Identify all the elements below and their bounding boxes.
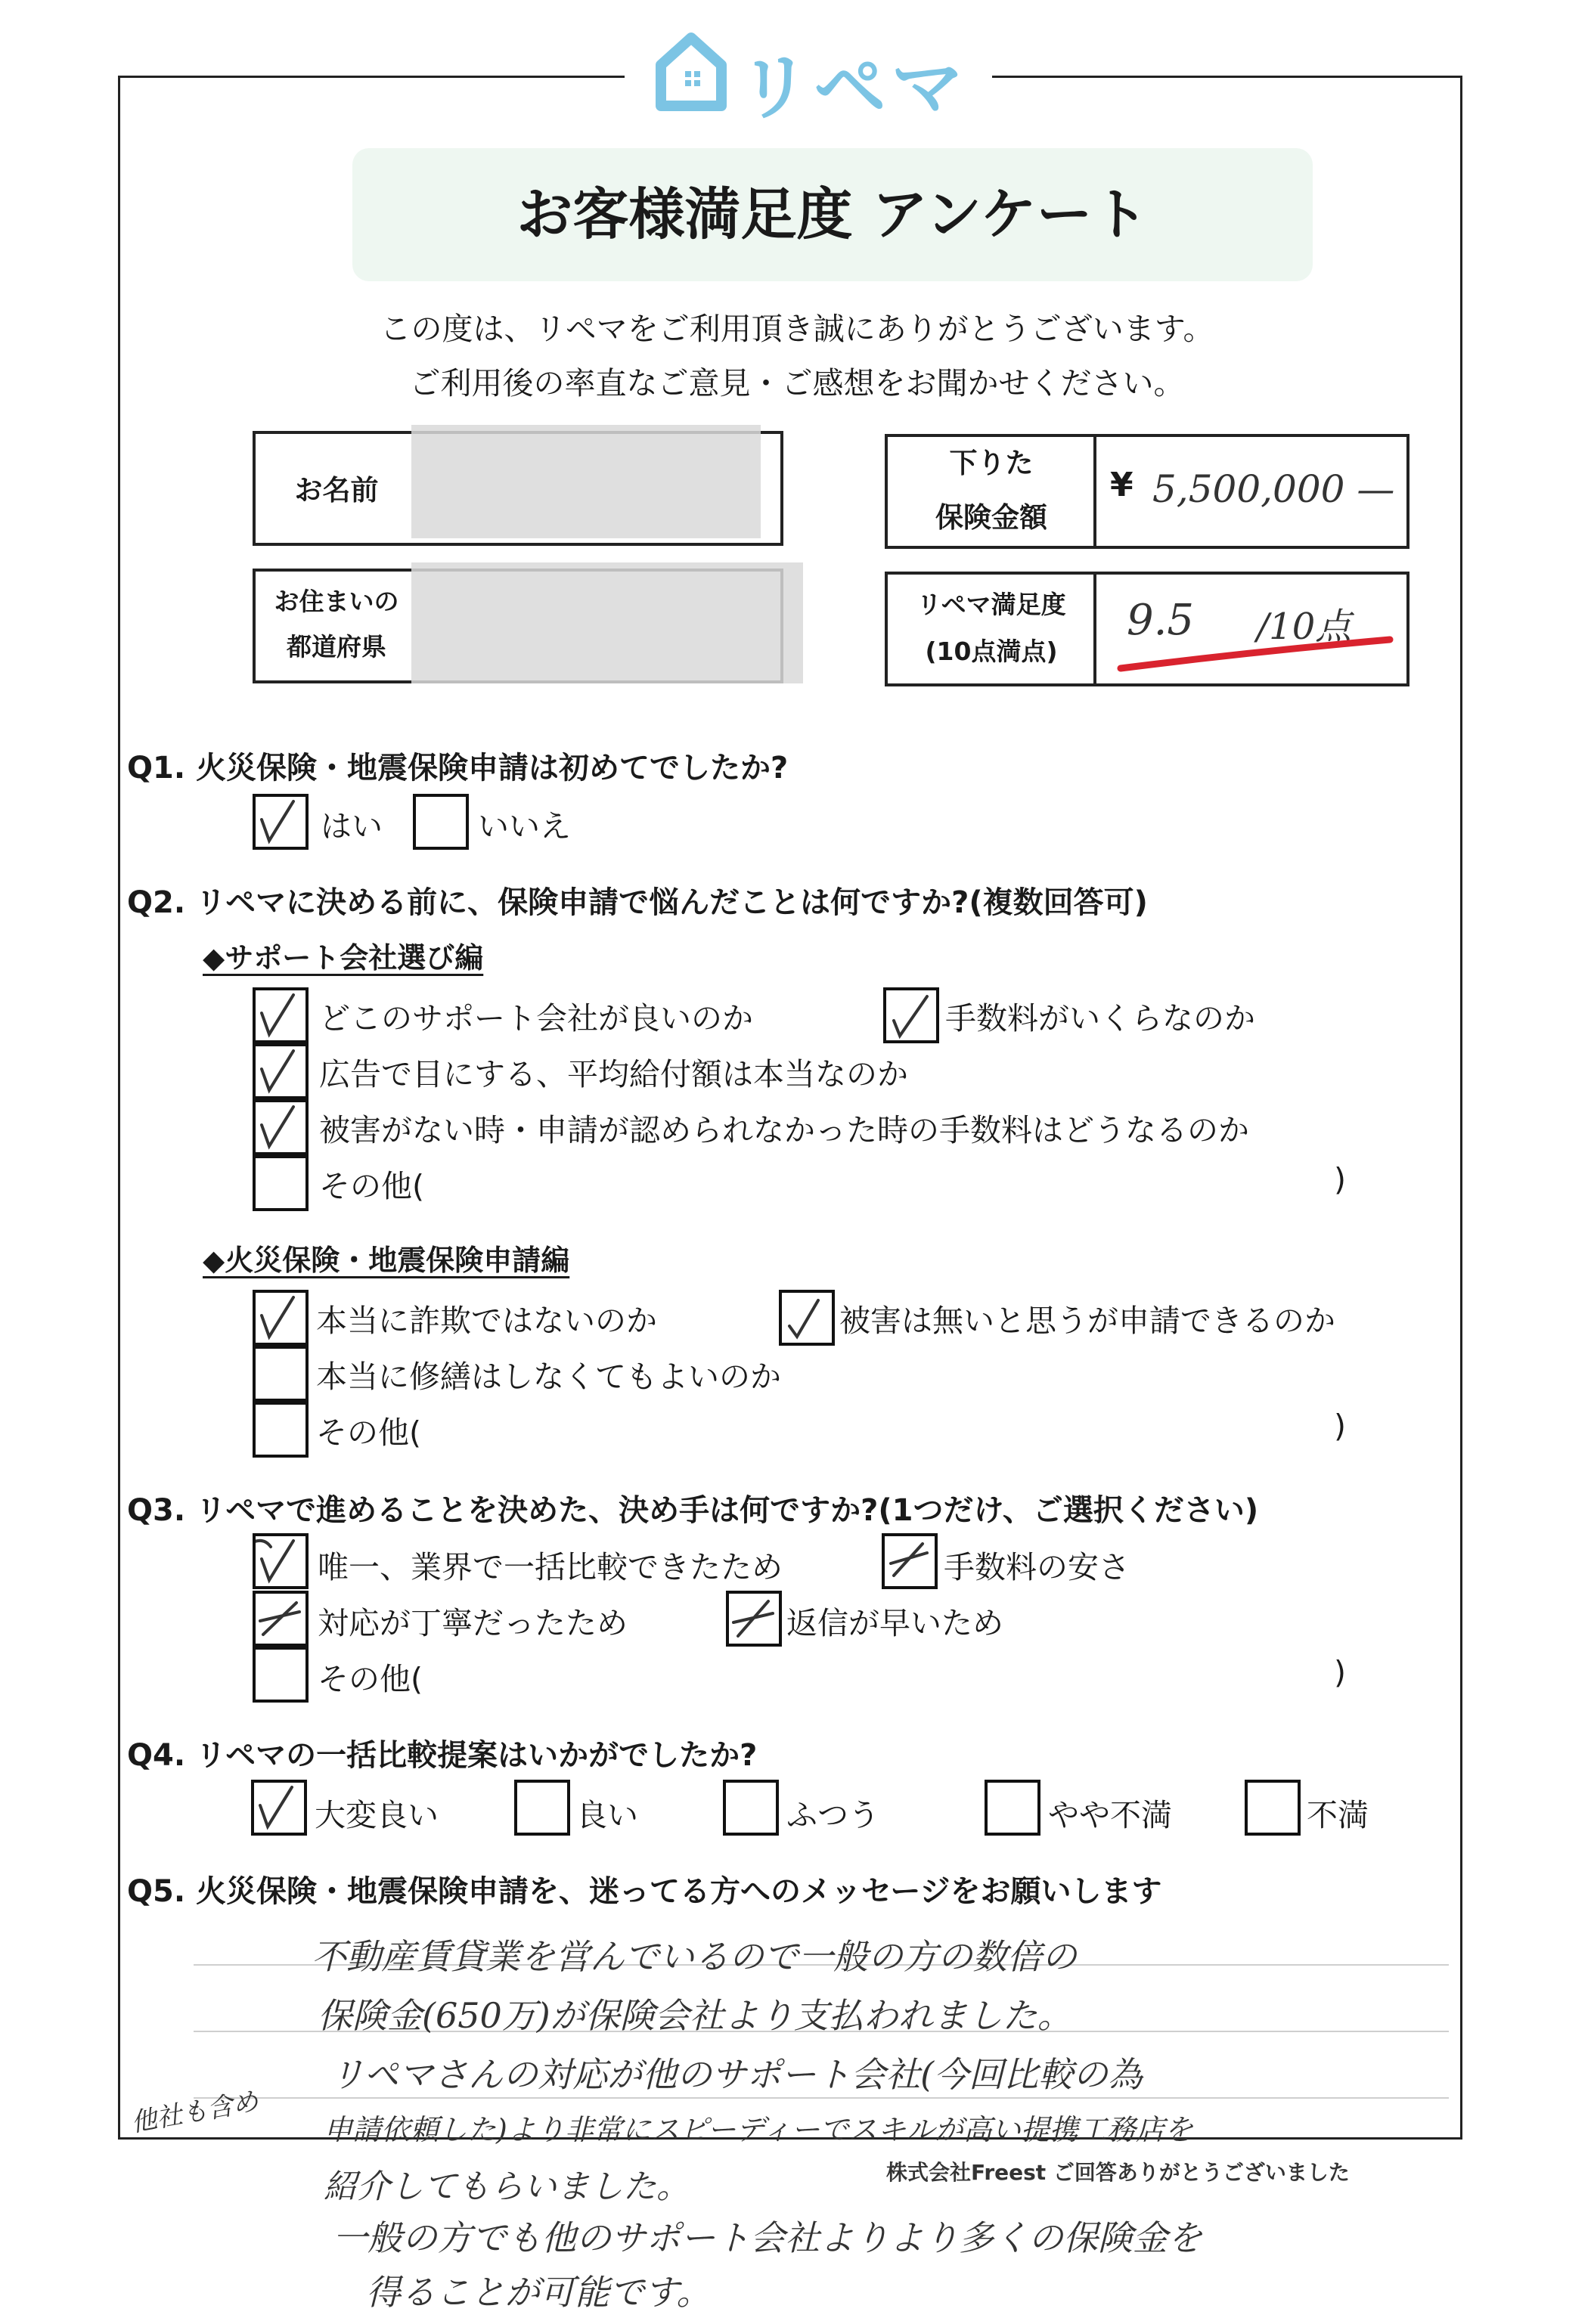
red-underline: [1116, 632, 1396, 677]
q3-b-checkbox[interactable]: [882, 1533, 938, 1589]
q5-question: Q5. 火災保険・地震保険申請を、迷ってる方へのメッセージをお願いします: [127, 1874, 1162, 1909]
q3-other-label: その他(: [318, 1661, 423, 1697]
amount-value: 5,500,000 —: [1152, 467, 1395, 511]
q4-b-label: 良い: [576, 1797, 638, 1833]
q2-s1-b-checkbox[interactable]: [883, 987, 939, 1043]
q3-c-label: 対応が丁寧だったため: [318, 1605, 628, 1641]
q3-other-checkbox[interactable]: [253, 1647, 309, 1703]
q3-other-close: ): [1334, 1654, 1346, 1690]
q1-question: Q1. 火災保険・地震保険申請は初めてでしたか?: [127, 751, 789, 786]
message-line-1: 不動産賃貸業を営んでいるので一般の方の数倍の: [312, 1936, 1077, 1977]
satisfaction-label-1: リペマ満足度: [916, 590, 1066, 619]
amount-divider: [1093, 434, 1096, 549]
q3-c-checkbox[interactable]: [253, 1591, 309, 1647]
q3-question: Q3. リペマで進めることを決めた、決め手は何ですか?(1つだけ、ご選択ください): [127, 1493, 1259, 1528]
footer-note: 株式会社Freest ご回答ありがとうございました: [886, 2160, 1350, 2185]
q2-s2-a-label: 本当に詐欺ではないのか: [316, 1303, 657, 1339]
q2-s1-d-checkbox[interactable]: [253, 1099, 309, 1155]
q2-s2-other-label: その他(: [316, 1415, 421, 1451]
q2-s1-other-label: その他(: [319, 1168, 424, 1204]
amount-label-1: 下りた: [949, 447, 1034, 479]
q4-d-label: やや不満: [1048, 1797, 1172, 1833]
satisfaction-scale: /10点: [1257, 606, 1352, 648]
q2-s1-a-checkbox[interactable]: [253, 987, 309, 1043]
q2-s2-b-checkbox[interactable]: [779, 1290, 835, 1346]
frame-top-line: [992, 76, 1462, 78]
q4-d-checkbox[interactable]: [985, 1780, 1040, 1836]
q2-question: Q2. リペマに決める前に、保険申請で悩んだことは何ですか?(複数回答可): [127, 885, 1148, 920]
name-label: お名前: [294, 474, 379, 507]
q2-section-support: ◆サポート会社選び編: [203, 941, 484, 975]
message-line-4: 申請依頼した)より非常にスピーディーでスキルが高い提携工務店を: [324, 2113, 1193, 2146]
q2-s2-other-checkbox[interactable]: [253, 1402, 309, 1458]
prefecture-label-1: お住まいの: [274, 587, 399, 616]
message-line-3: リペマさんの対応が他のサポート会社(今回比較の為: [330, 2054, 1143, 2095]
q2-s1-other-close: ): [1334, 1161, 1346, 1198]
q1-no-label: いいえ: [478, 808, 571, 844]
q4-e-checkbox[interactable]: [1245, 1780, 1301, 1836]
brand-name: リペマ: [738, 45, 969, 130]
redacted-name: [411, 425, 761, 538]
q2-s1-b-label: 手数料がいくらなのか: [945, 1000, 1255, 1037]
satisfaction-value: 9.5: [1127, 596, 1195, 645]
q3-d-label: 返信が早いため: [786, 1605, 1003, 1641]
satisfaction-divider: [1093, 572, 1096, 686]
page-title: お客様満足度 アンケート: [516, 182, 1149, 247]
q2-section-application: ◆火災保険・地震保険申請編: [203, 1244, 570, 1277]
q2-s2-b-label: 被害は無いと思うが申請できるのか: [839, 1303, 1335, 1339]
q2-s1-d-label: 被害がない時・申請が認められなかった時の手数料はどうなるのか: [319, 1112, 1249, 1148]
q4-b-checkbox[interactable]: [514, 1780, 570, 1836]
q2-s2-c-checkbox[interactable]: [253, 1346, 309, 1402]
q2-s1-c-checkbox[interactable]: [253, 1043, 309, 1099]
side-note: 他社も含め: [129, 2086, 261, 2139]
q3-a-checkbox[interactable]: [253, 1533, 309, 1589]
q4-e-label: 不満: [1307, 1797, 1369, 1833]
q4-a-checkbox[interactable]: [251, 1780, 307, 1836]
answer-rule: [194, 2097, 1449, 2099]
amount-label-2: 保険金額: [935, 501, 1047, 534]
currency-symbol: ¥: [1110, 466, 1133, 504]
q2-s2-other-close: ): [1334, 1408, 1346, 1444]
q3-b-label: 手数料の安さ: [944, 1549, 1130, 1585]
satisfaction-label-2: (10点満点): [925, 637, 1058, 666]
q4-c-checkbox[interactable]: [723, 1780, 779, 1836]
q2-s2-c-label: 本当に修繕はしなくてもよいのか: [316, 1359, 781, 1395]
frame-top-line: [118, 76, 625, 78]
q1-yes-label: はい: [321, 808, 383, 844]
q2-s2-a-checkbox[interactable]: [253, 1290, 309, 1346]
intro-line-2: ご利用後の率直なご意見・ご感想をお聞かせください。: [409, 365, 1185, 401]
q1-yes-checkbox[interactable]: [253, 794, 309, 850]
q3-a-label: 唯一、業界で一括比較できたため: [318, 1549, 783, 1585]
message-line-5: 紹介してもらいました。: [324, 2168, 690, 2206]
prefecture-label-2: 都道府県: [287, 632, 386, 662]
q4-question: Q4. リペマの一括比較提案はいかがでしたか?: [127, 1738, 758, 1773]
q3-d-checkbox[interactable]: [726, 1591, 782, 1647]
redacted-prefecture: [411, 562, 803, 683]
message-line-7: 得ることが可能です。: [366, 2272, 712, 2313]
q2-s1-c-label: 広告で目にする、平均給付額は本当なのか: [319, 1056, 908, 1092]
intro-line-1: この度は、リペマをご利用頂き誠にありがとうございます。: [380, 311, 1214, 347]
q4-a-label: 大変良い: [315, 1797, 439, 1833]
q2-s1-a-label: どこのサポート会社が良いのか: [319, 1000, 753, 1037]
house-icon: [655, 29, 727, 112]
q2-s1-other-checkbox[interactable]: [253, 1155, 309, 1211]
q1-no-checkbox[interactable]: [413, 794, 469, 850]
message-line-2: 保険金(650万)が保険会社より支払われました。: [318, 1995, 1072, 2036]
message-line-6: 一般の方でも他のサポート会社よりより多くの保険金を: [333, 2217, 1202, 2258]
q4-c-label: ふつう: [786, 1797, 879, 1833]
